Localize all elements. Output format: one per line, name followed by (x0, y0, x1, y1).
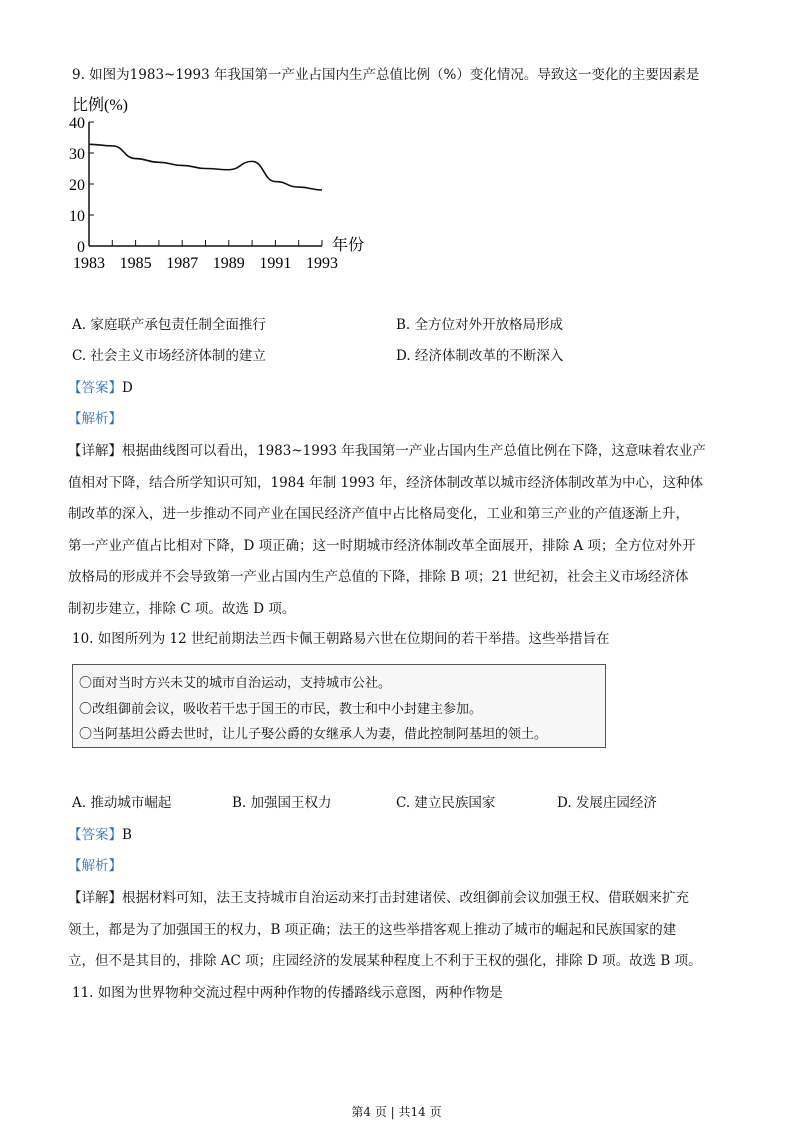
y-axis-label: 比例(%) (72, 97, 128, 114)
q9-option-a: A. 家庭联产承包责任制全面推行 (72, 317, 266, 333)
x-tick-label: 1991 (259, 255, 292, 272)
detail-line: 【详解】根据曲线图可以看出，1983~1993 年我国第一产业占国内生产总值比例在下降，这意味着农业产 (68, 443, 706, 459)
detail-line: 第一产业产值占比相对下降，D 项正确；这一时期城市经济体制改革全面展开，排除 A 项；全方位对外开 (68, 537, 696, 554)
line-chart (60, 92, 380, 277)
detail-line: 立，但不是其目的，排除 AC 项；庄园经济的发展某种程度上不利于王权的强化，排除 D 项。故选 B 项。 (68, 953, 702, 969)
answer-label: 【答案】 (68, 380, 122, 396)
q10-material-box (72, 664, 606, 748)
x-tick-label: 1993 (306, 255, 338, 272)
x-tick-label: 1983 (73, 255, 105, 272)
y-tick-label: 0 (77, 239, 85, 256)
detail-line: 制初步建立，排除 C 项。故选 D 项。 (68, 600, 296, 617)
q9-option-d: D. 经济体制改革的不断深入 (396, 348, 564, 364)
y-tick-label: 10 (69, 208, 85, 225)
q9-answer (68, 379, 133, 397)
answer-label: 【答案】 (68, 827, 122, 843)
q10-option-c: C. 建立民族国家 (396, 795, 496, 811)
page-footer: 第4 页 | 共14 页 (351, 1105, 442, 1119)
q10-option-a: A. 推动城市崛起 (72, 795, 172, 811)
x-tick-label: 1989 (212, 255, 245, 272)
detail-line: 制改革的深入，进一步推动不同产业在国民经济产值中占比格局变化，工业和第三产业的产值逐渐上升， (68, 506, 689, 522)
q10-answer (68, 826, 132, 844)
q9-stem: 9. 如图为1983~1993 年我国第一产业占国内生产总值比例（%）变化情况。导致这一变化的主要因素是 (72, 67, 700, 83)
answer-value: B (122, 827, 132, 843)
q9-option-c: C. 社会主义市场经济体制的建立 (72, 348, 266, 364)
q11-stem: 11. 如图为世界物种交流过程中两种作物的传播路线示意图，两种作物是 (72, 985, 503, 1001)
material-item: 〇改组御前会议，吸收若干忠于国王的市民，教士和中小封建主参加。 (79, 702, 483, 717)
q10-analysis-label: 【解析】 (68, 858, 122, 874)
y-tick-label: 30 (69, 146, 85, 163)
detail-line: 【详解】根据材料可知，法王支持城市自治运动来打击封建诸侯、改组御前会议加强王权、借联姻来扩充 (68, 890, 689, 906)
q10-stem: 10. 如图所列为 12 世纪前期法兰西卡佩王朝路易六世在位期间的若干举措。这些举措旨在 (72, 631, 610, 647)
answer-value: D (122, 380, 133, 396)
material-item: 〇当阿基坦公爵去世时，让儿子娶公爵的女继承人为妻，借此控制阿基坦的领土。 (79, 727, 548, 742)
q9-option-b: B. 全方位对外开放格局形成 (396, 317, 564, 333)
y-tick-label: 20 (69, 177, 85, 194)
x-tick-label: 1985 (119, 255, 152, 272)
q10-option-d: D. 发展庄园经济 (557, 795, 657, 811)
x-tick-label: 1987 (166, 255, 199, 272)
series-line (89, 144, 322, 190)
detail-line: 放格局的形成并不会导致第一产业占国内生产总值的下降，排除 B 项；21 世纪初，社会主义市场经济体 (68, 569, 689, 585)
x-axis-label: 年份 (332, 237, 365, 254)
material-item: 〇面对当时方兴未艾的城市自治运动，支持城市公社。 (79, 676, 392, 691)
q10-option-b: B. 加强国王权力 (232, 795, 332, 811)
detail-line: 值相对下降，结合所学知识可知，1984 年制 1993 年，经济体制改革以城市经济体制改革为中心，这种体 (68, 474, 704, 491)
detail-line: 领土，都是为了加强国王的权力，B 项正确；法王的这些举措客观上推动了城市的崛起和民族国家的建 (68, 921, 677, 938)
q9-analysis-label: 【解析】 (68, 411, 122, 427)
y-tick-label: 40 (69, 115, 85, 132)
